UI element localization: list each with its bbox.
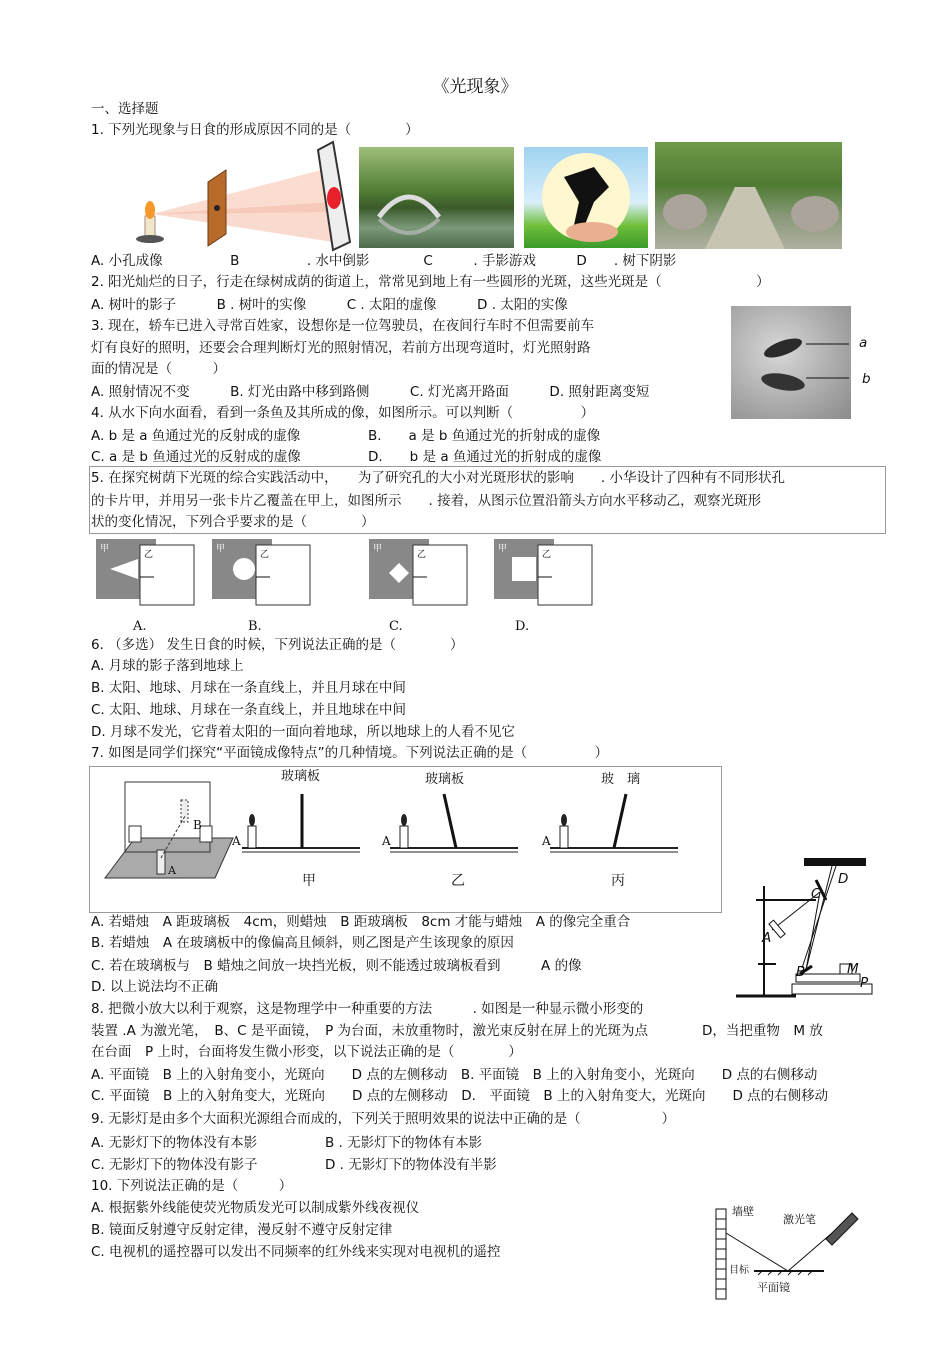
q6-option-a: A. 月球的影子落到地球上 [91,658,244,674]
q1-photo-water-reflection [359,147,514,248]
q3-fig-label-a: a [859,335,868,351]
q7-figure-jia [232,790,362,856]
q2-stem: 2. 阳光灿烂的日子，行走在绿树成荫的街道上，常常见到地上有一些圆形的光斑，这些光斑是（ ） [91,274,770,290]
q5-card-yi-label-b: 乙 [260,550,270,560]
q10-fig-label-target: 目标 [729,1265,749,1276]
q6-option-c: C. 太阳、地球、月球在一条直线上，并且地球在中间 [91,702,407,718]
q9-option-c: C. 无影灯下的物体没有影子 [91,1157,258,1173]
q8-fig-label-a: A [762,930,772,946]
q7-fig-label-b: B [193,818,202,832]
q10-fig-label-laser: 激光笔 [783,1213,816,1226]
q7-fig-glass-label-1: 玻璃板 [281,769,321,784]
q7-option-a: A. 若蜡烛 A 距玻璃板 4cm，则蜡烛 B 距玻璃板 8cm 才能与蜡烛 A 的像完全重合 [91,914,631,930]
q7-figure-bing [540,790,680,856]
q9-stem: 9. 无影灯是由多个大面积光源组合而成的，下列关于照明效果的说法中正确的是（ ） [91,1111,676,1127]
q3-options: A. 照射情况不变 B. 灯光由路中移到路侧 C. 灯光离开路面 D. 照射距离变短 [91,384,650,400]
q1-photo-hand-shadow [524,147,648,248]
q5-card-caption-c: C. [389,619,403,634]
q4-fish-figure [731,306,851,419]
q3-line3: 面的情况是（ ） [91,361,226,377]
q3-line1: 3. 现在，轿车已进入寻常百姓家，设想你是一位驾驶员，在夜间行车时不但需要前车 [91,318,595,334]
q3-fig-label-b: b [862,371,871,387]
q7-option-b: B. 若蜡烛 A 在玻璃板中的像偏高且倾斜，则乙图是产生该现象的原因 [91,935,514,951]
q1-photo-tree-shade [655,142,842,249]
q10-option-b: B. 镜面反射遵守反射定律，漫反射不遵守反射定律 [91,1222,393,1238]
q5-card-jia-label-c: 甲 [373,544,383,554]
q5-card-yi-label-a: 乙 [144,550,154,560]
q5-card-yi-label-c: 乙 [417,550,427,560]
q5-card-jia-label-a: 甲 [100,544,110,554]
q10-option-c: C. 电视机的遥控器可以发出不同频率的红外线来实现对电视机的遥控 [91,1244,501,1260]
q4-stem: 4. 从水下向水面看，看到一条鱼及其所成的像，如图所示。可以判断（ ） [91,405,595,421]
q4-option-c: C. a 是 b 鱼通过光的反射成的虚像 [91,449,301,465]
q5-card-caption-a: A. [133,619,147,634]
q10-fig-label-wall: 墙壁 [732,1205,754,1218]
q1-stem: 1. 下列光现象与日食的形成原因不同的是（ ） [91,122,419,138]
q8-fig-label-m: M [847,961,859,977]
q5-card-caption-b: B. [248,619,262,634]
q8-fig-label-p: P [860,975,869,991]
q5-line2: 的卡片甲，并用另一张卡片乙覆盖在甲上，如图所示 . 接着，从图示位置沿箭头方向水平移动乙，观察光斑形 [91,493,762,509]
q7-fig-yi-label-a: A [382,834,391,848]
q7-stem: 7. 如图是同学们探究“平面镜成像特点”的几种情境。下列说法正确的是（ ） [91,745,609,761]
q5-card-jia-label-d: 甲 [498,544,508,554]
q8-line1: 8. 把微小放大以利于观察，这是物理学中一种重要的方法 . 如图是一种显示微小形变的 [91,1001,644,1017]
q8-fig-label-d: D [838,871,849,887]
q7-fig-label-a-perspective: A [168,864,176,877]
q4-option-b: B. a 是 b 鱼通过光的折射成的虚像 [368,428,601,444]
q9-option-d: D . 无影灯下的物体没有半影 [325,1157,497,1173]
q7-fig-glass-label-3: 玻 璃 [601,772,641,787]
q7-option-d: D. 以上说法均不正确 [91,979,218,995]
q7-figure-yi [380,790,520,856]
q5-line3: 状的变化情况，下列合乎要求的是（ ） [91,514,375,530]
q2-options: A. 树叶的影子 B . 树叶的实像 C . 太阳的虚像 D . 太阳的实像 [91,297,568,313]
section-heading: 一、选择题 [91,101,159,117]
q10-stem: 10. 下列说法正确的是（ ） [91,1178,293,1194]
q7-fig-jia-label-a: A [232,834,241,848]
q1-options: A. 小孔成像 B . 水中倒影 C . 手影游戏 D . 树下阴影 [91,253,677,269]
q6-stem: 6. （多选） 发生日食的时候，下列说法正确的是（ ） [91,637,464,653]
q8-fig-label-b: B [796,964,806,980]
q5-card-yi-label-d: 乙 [542,550,552,560]
q8-line3: 在台面 P 上时，台面将发生微小形变，以下说法正确的是（ ） [91,1044,522,1060]
q5-card-jia-label-b: 甲 [216,544,226,554]
q8-line2: 装置 .A 为激光笔， B、C 是平面镜， P 为台面，未放重物时，激光束反射在屏上的光斑为点 D，当把重物 M 放 [91,1023,823,1039]
q6-option-d: D. 月球不发光，它背着太阳的一面向着地球，所以地球上的人看不见它 [91,724,515,740]
q10-option-a: A. 根据紫外线能使荧光物质发光可以制成紫外线夜视仪 [91,1200,420,1216]
q7-option-c: C. 若在玻璃板与 B 蜡烛之间放一块挡光板，则不能透过玻璃板看到 A 的像 [91,958,582,974]
q7-fig-caption-bing: 丙 [611,873,625,889]
q8-apparatus-figure [736,856,878,1004]
q8-fig-label-c: C [811,886,821,902]
page-title: 《光现象》 [432,77,518,97]
q8-options-ab: A. 平面镜 B 上的入射角变小，光斑向 D 点的左侧移动 B. 平面镜 B 上的入射角变小，光斑向 D 点的右侧移动 [91,1067,818,1083]
q1-pinhole-figure [128,142,354,250]
q5-line1: 5. 在探究树荫下光斑的综合实践活动中， 为了研究孔的大小对光斑形状的影响 . 小华设计了四种有不同形状孔 [91,470,786,486]
q5-card-caption-d: D. [515,619,530,634]
q4-option-d: D. b 是 a 鱼通过光的折射成的虚像 [368,449,602,465]
q6-option-b: B. 太阳、地球、月球在一条直线上，并且月球在中间 [91,680,406,696]
q7-fig-bing-label-a: A [542,834,551,848]
q9-option-a: A. 无影灯下的物体没有本影 [91,1135,258,1151]
q4-option-a: A. b 是 a 鱼通过光的反射成的虚像 [91,428,301,444]
q9-option-b: B . 无影灯下的物体有本影 [325,1135,483,1151]
q7-fig-caption-jia: 甲 [302,873,316,889]
q7-fig-caption-yi: 乙 [451,873,465,889]
q10-fig-label-mirror: 平面镜 [757,1281,790,1294]
q8-options-cd: C. 平面镜 B 上的入射角变大，光斑向 D 点的左侧移动 D. 平面镜 B 上的入射角变大，光斑向 D 点的右侧移动 [91,1088,829,1104]
q7-fig-glass-label-2: 玻璃板 [425,772,465,787]
q3-line2: 灯有良好的照明，还要会合理判断灯光的照射情况，若前方出现弯道时，灯光照射路 [91,340,591,356]
